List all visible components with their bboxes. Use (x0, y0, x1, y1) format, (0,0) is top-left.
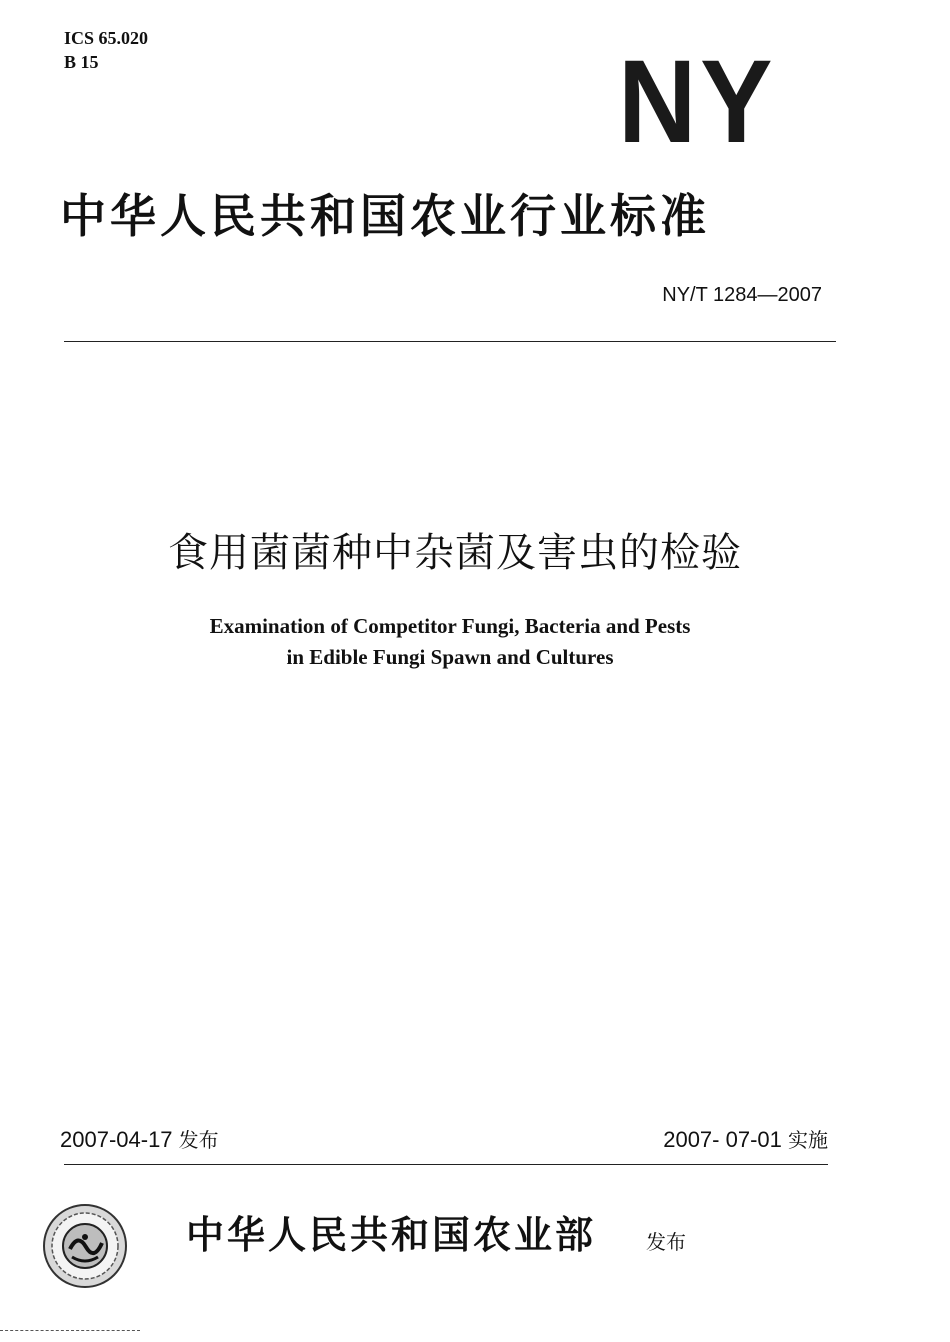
ministry-seal-icon (42, 1203, 128, 1289)
publish-date: 2007-04-17 (60, 1127, 173, 1152)
issued-label: 发布 (646, 1230, 686, 1254)
implement-label: 实施 (788, 1128, 828, 1152)
ny-logo: NY (618, 36, 777, 168)
document-title-cn: 食用菌菌种中杂菌及害虫的检验 (168, 530, 742, 576)
footer-divider (64, 1164, 828, 1165)
ics-code: ICS 65.020 (64, 28, 149, 48)
standard-type-heading: 中华人民共和国农业行业标准 (60, 189, 710, 243)
implement-date-block (663, 1124, 828, 1153)
document-title-en-line2: in Edible Fungi Spawn and Cultures (286, 645, 614, 669)
scan-edge-line (0, 1330, 140, 1331)
ccs-code: B 15 (64, 52, 99, 72)
standard-number: NY/T 1284—2007 (662, 284, 822, 306)
publish-label: 发布 (178, 1128, 219, 1152)
document-title-en-line1: Examination of Competitor Fungi, Bacteria and Pests (209, 614, 691, 638)
issuing-authority: 中华人民共和国农业部 (186, 1212, 597, 1257)
classification-codes (64, 26, 148, 74)
implement-date: 2007- 07-01 (663, 1127, 782, 1152)
publish-date-block (60, 1124, 219, 1153)
header-divider (64, 341, 836, 342)
